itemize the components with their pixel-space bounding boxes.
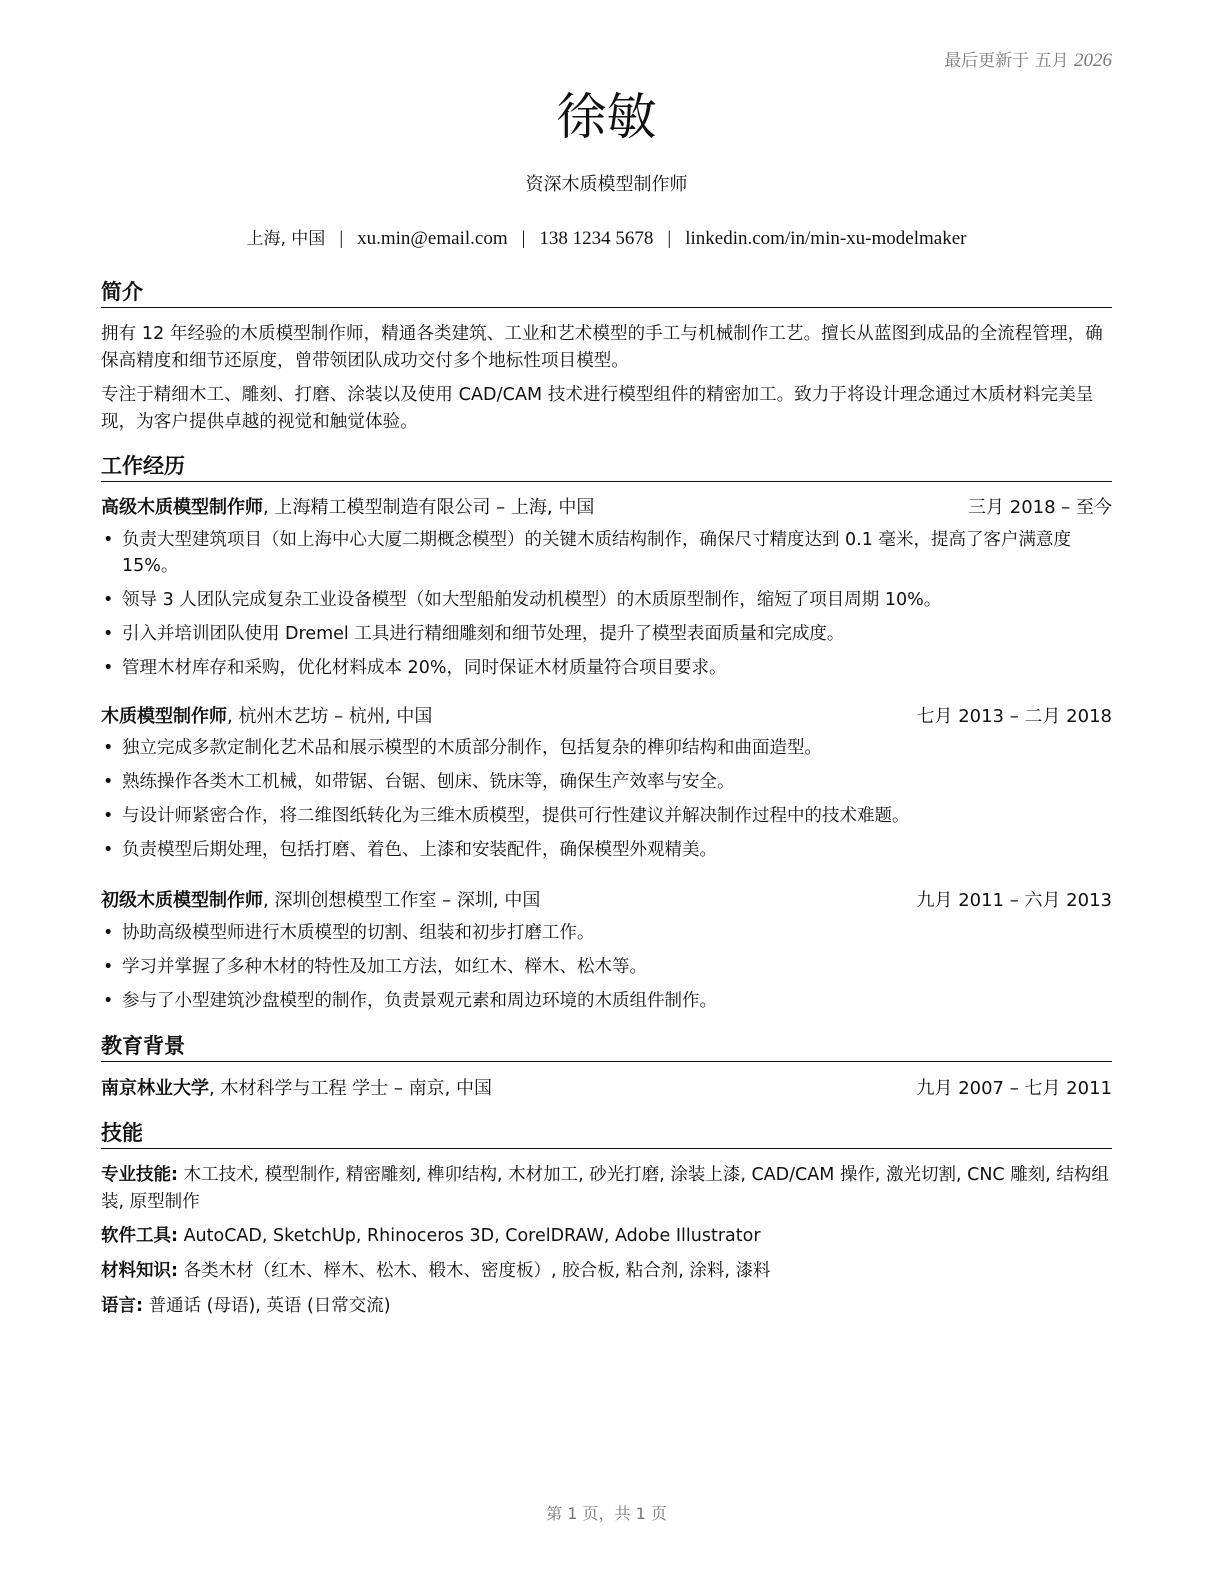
job-org: , 上海精工模型制造有限公司 – 上海, 中国 [263,497,595,518]
contact-separator: | [521,228,526,249]
job-entry-header [101,704,1112,730]
skill-row [101,1258,1112,1285]
list-item: • 领导 3 人团队完成复杂工业设备模型（如大型船舶发动机模型）的木质原型制作，缩短了项目周期 10%。 [101,587,1112,613]
job-date: 七月 2013 – 二月 2018 [916,706,1112,727]
school-name: 南京林业大学 [101,1078,209,1099]
list-item: • 独立完成多款定制化艺术品和展示模型的木质部分制作，包括复杂的榫卯结构和曲面造型。 [101,735,1112,761]
contact-line [101,224,1112,250]
contact-linkedin[interactable]: linkedin.com/in/min-xu-modelmaker [685,228,967,249]
job-bullets [101,735,1112,871]
list-item: • 引入并培训团队使用 Dremel 工具进行精细雕刻和细节处理，提升了模型表面质量和完成度。 [101,621,1112,647]
job-headline: 资深木质模型制作师 [525,174,688,195]
education-detail: , 木材科学与工程 学士 – 南京, 中国 [209,1078,493,1099]
skill-label: 材料知识: [101,1261,178,1281]
list-item: • 协助高级模型师进行木质模型的切割、组装和初步打磨工作。 [101,920,1112,946]
skill-row [101,1293,1112,1320]
job-entry-header [101,495,1112,521]
resume-page [101,0,1112,1584]
skill-label: 语言: [101,1296,143,1316]
job-org: , 深圳创想模型工作室 – 深圳, 中国 [263,890,541,911]
job-date: 九月 2011 – 六月 2013 [916,890,1112,911]
job-role: 木质模型制作师 [101,706,227,727]
job-org: , 杭州木艺坊 – 杭州, 中国 [227,706,433,727]
skill-row [101,1162,1112,1216]
section-title-summary: 简介 [101,278,1112,308]
contact-phone[interactable]: 138 1234 5678 [539,228,654,249]
summary-paragraph: 专注于精细木工、雕刻、打磨、涂装以及使用 CAD/CAM 技术进行模型组件的精密加工。致力于将设计理念通过木质材料完美呈现，为客户提供卓越的视觉和触觉体验。 [101,385,1094,432]
job-role: 高级木质模型制作师 [101,497,263,518]
education-entry [101,1076,1112,1102]
job-entry-header [101,888,1112,914]
job-date: 三月 2018 – 至今 [968,497,1112,518]
job-role: 初级木质模型制作师 [101,890,263,911]
section-title-experience: 工作经历 [101,452,1112,482]
job-bullets [101,920,1112,1022]
skill-value: AutoCAD, SketchUp, Rhinoceros 3D, CorelDRAW, Adobe Illustrator [178,1226,761,1246]
skill-label: 软件工具: [101,1226,178,1246]
contact-email[interactable]: xu.min@email.com [357,228,508,249]
section-title-education: 教育背景 [101,1032,1112,1062]
section-title-skills: 技能 [101,1119,1112,1149]
list-item: • 参与了小型建筑沙盘模型的制作，负责景观元素和周边环境的木质组件制作。 [101,988,1112,1014]
list-item: • 与设计师紧密合作，将二维图纸转化为三维木质模型，提供可行性建议并解决制作过程中的技术难题。 [101,803,1112,829]
contact-separator: | [667,228,672,249]
list-item: • 熟练操作各类木工机械，如带锯、台锯、刨床、铣床等，确保生产效率与安全。 [101,769,1112,795]
skill-label: 专业技能: [101,1165,178,1185]
skill-value: 各类木材（红木、榉木、松木、椴木、密度板）, 胶合板, 粘合剂, 涂料, 漆料 [178,1261,771,1281]
skill-row [101,1223,1112,1250]
list-item: • 管理木材库存和采购，优化材料成本 20%，同时保证木材质量符合项目要求。 [101,655,1112,681]
summary-paragraph: 拥有 12 年经验的木质模型制作师，精通各类建筑、工业和艺术模型的手工与机械制作工艺。擅长从蓝图到成品的全流程管理，确保高精度和细节还原度，曾带领团队成功交付多个地标性项目模型。 [101,324,1103,371]
last-updated [944,46,1112,72]
last-updated-year: 2026 [1074,50,1112,71]
skill-value: 木工技术, 模型制作, 精密雕刻, 榫卯结构, 木材加工, 砂光打磨, 涂装上漆, CAD/CAM 操作, 激光切割, CNC 雕刻, 结构组装, 原型制作 [101,1165,1109,1212]
education-date: 九月 2007 – 七月 2011 [916,1078,1112,1099]
list-item: • 负责模型后期处理，包括打磨、着色、上漆和安装配件，确保模型外观精美。 [101,837,1112,863]
page-number: 第 1 页，共 1 页 [546,1504,667,1523]
person-name: 徐敏 [556,88,657,146]
job-bullets [101,527,1112,689]
contact-separator: | [339,228,344,249]
list-item: • 负责大型建筑项目（如上海中心大厦二期概念模型）的关键木质结构制作，确保尺寸精度达到 0.1 毫米，提高了客户满意度 15%。 [101,527,1112,579]
contact-location: 上海, 中国 [246,229,326,249]
last-updated-prefix: 最后更新于 五月 [944,51,1069,71]
list-item: • 学习并掌握了多种木材的特性及加工方法，如红木、榉木、松木等。 [101,954,1112,980]
skill-value: 普通话 (母语), 英语 (日常交流) [143,1296,391,1316]
